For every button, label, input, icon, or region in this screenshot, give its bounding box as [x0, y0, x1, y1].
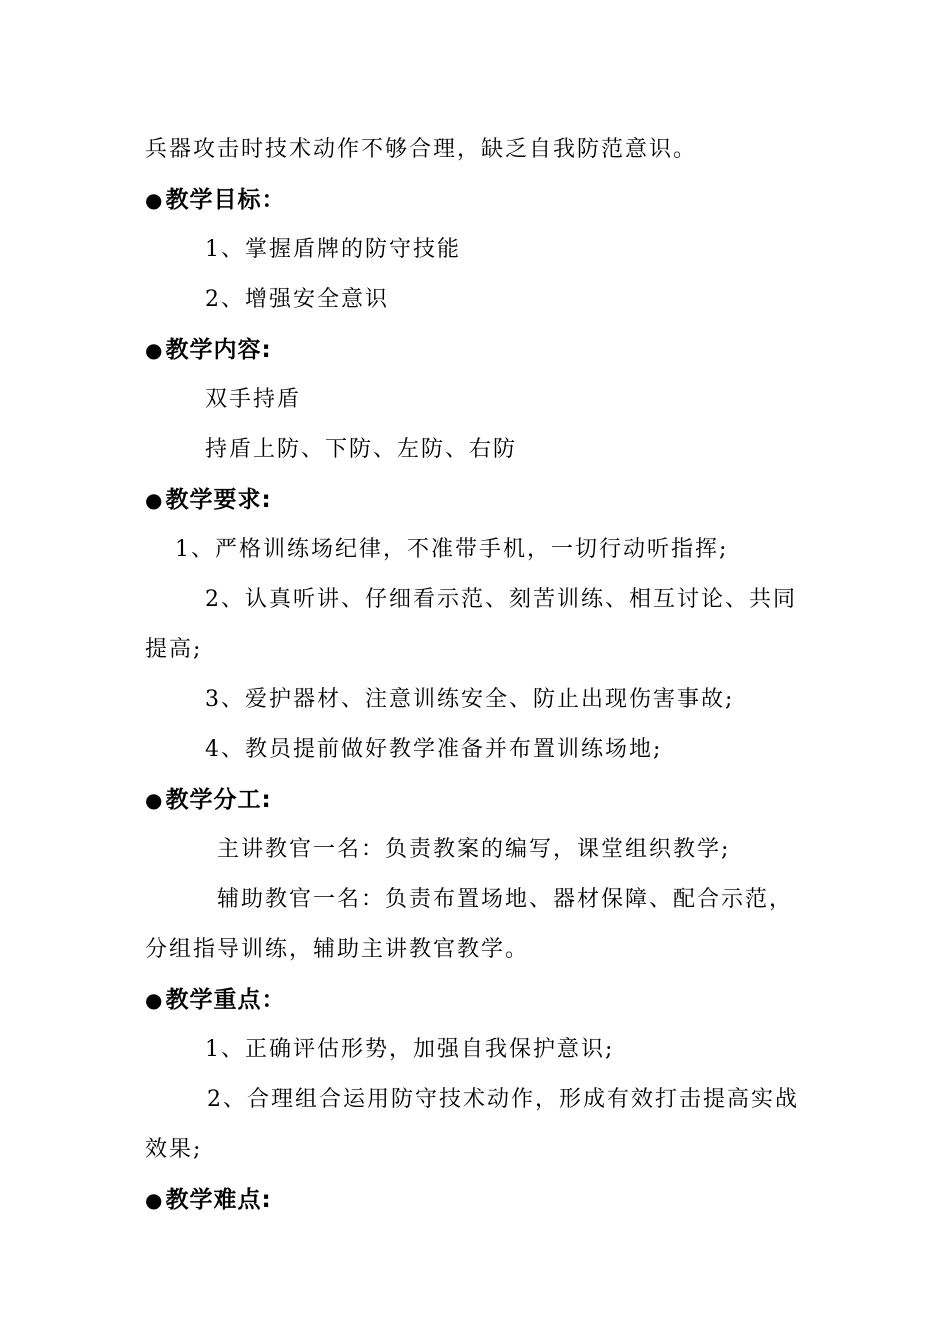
requirement-item-continuation: 提高; [145, 637, 203, 662]
bullet-icon: ● [145, 188, 164, 212]
requirement-item: 3、爱护器材、注意训练安全、防止出现伤害事故; [205, 687, 735, 712]
section-heading-key-points [0, 985, 950, 1015]
heading-text: 教学目标： [165, 187, 286, 213]
section-heading-division [0, 785, 950, 815]
division-item-continuation: 分组指导训练，辅助主讲教官教学。 [145, 937, 530, 962]
content-item: 持盾上防、下防、左防、右防 [205, 437, 518, 462]
requirement-item: 1、严格训练场纪律，不准带手机，一切行动听指挥; [175, 537, 729, 562]
section-heading-difficulties [0, 1185, 950, 1215]
section-heading-objectives [0, 185, 950, 215]
requirement-item: 4、教员提前做好教学准备并布置训练场地; [205, 737, 663, 762]
objective-item: 2、增强安全意识 [205, 287, 389, 312]
section-heading-requirements [0, 485, 950, 515]
key-point-item: 2、合理组合运用防守技术动作，形成有效打击提高实战 [207, 1087, 799, 1112]
heading-text: 教学内容: [165, 337, 272, 363]
heading-text: 教学要求: [165, 487, 272, 513]
heading-text: 教学难点: [165, 1187, 272, 1213]
section-heading-content [0, 335, 950, 365]
bullet-icon: ● [145, 988, 164, 1012]
division-item: 辅助教官一名：负责布置场地、器材保障、配合示范， [217, 887, 794, 912]
bullet-icon: ● [145, 788, 164, 812]
intro-text: 兵器攻击时技术动作不够合理，缺乏自我防范意识。 [145, 137, 698, 162]
key-point-item: 1、正确评估形势，加强自我保护意识; [205, 1037, 615, 1062]
bullet-icon: ● [145, 338, 164, 362]
heading-text: 教学分工: [165, 787, 272, 813]
content-item: 双手持盾 [205, 387, 302, 412]
requirement-item: 2、认真听讲、仔细看示范、刻苦训练、相互讨论、共同 [205, 587, 797, 612]
bullet-icon: ● [145, 1188, 164, 1212]
division-item: 主讲教官一名：负责教案的编写，课堂组织教学; [217, 837, 731, 862]
heading-text: 教学重点： [165, 987, 286, 1013]
objective-item: 1、掌握盾牌的防守技能 [205, 237, 461, 262]
bullet-icon: ● [145, 488, 164, 512]
key-point-item-continuation: 效果; [145, 1137, 203, 1162]
